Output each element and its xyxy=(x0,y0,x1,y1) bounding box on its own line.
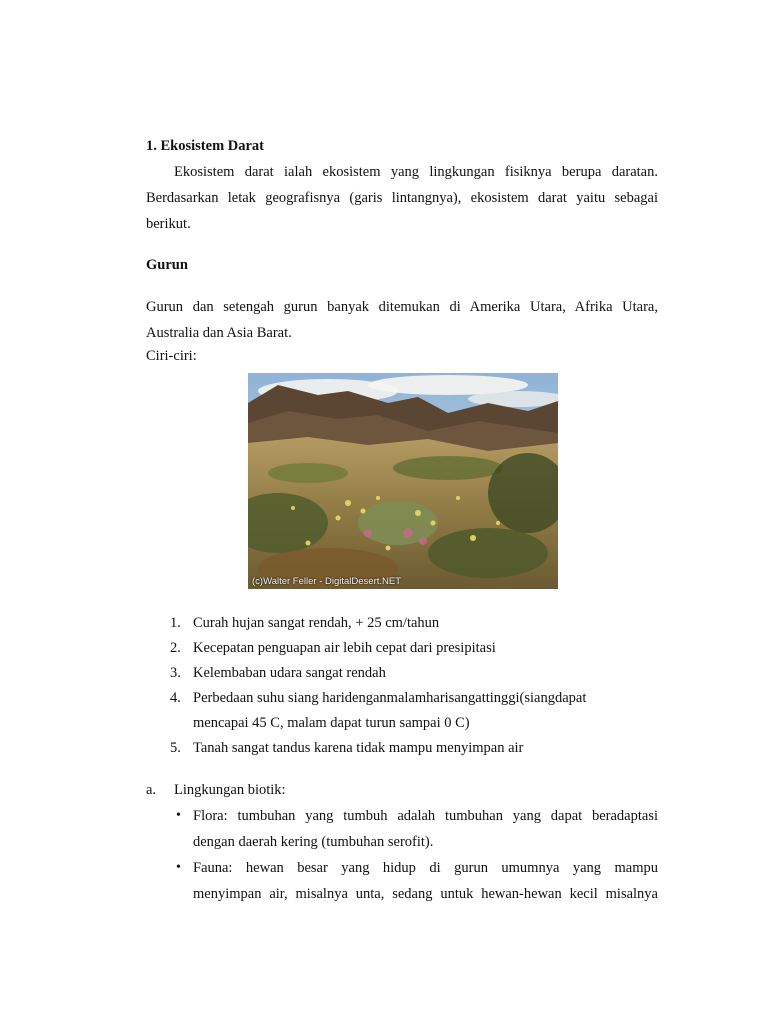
bullet-2-symbol: • xyxy=(176,860,181,875)
biotik-label: Lingkungan biotik: xyxy=(174,782,286,798)
fauna-line-1: Fauna: hewan besar yang hidup di gurun umumnya yang mampu xyxy=(193,860,658,876)
section-heading: 1. Ekosistem Darat xyxy=(146,138,265,154)
ciri-item-1: Curah hujan sangat rendah, + 25 cm/tahun xyxy=(193,615,440,631)
ciri-item-4-line-1: Perbedaan suhu siang haridenganmalamharisangattinggi(siangdapat xyxy=(193,690,587,706)
ciri-item-5: Tanah sangat tandus karena tidak mampu menyimpan air xyxy=(193,740,524,756)
flora-line-1: Flora: tumbuhan yang tumbuh adalah tumbuhan yang dapat beradaptasi xyxy=(193,808,658,824)
flora-line-2: dengan daerah kering (tumbuhan serofit). xyxy=(193,834,434,850)
biotik-letter: a. xyxy=(146,782,157,798)
ciri-item-4-line-2: mencapai 45 C, malam dapat turun sampai 0 C) xyxy=(193,715,470,731)
ciri-num-1: 1. xyxy=(170,615,181,631)
gurun-heading: Gurun xyxy=(146,257,188,273)
gurun-desc-line-2: Australia dan Asia Barat. xyxy=(146,325,292,341)
ciri-num-3: 3. xyxy=(170,665,181,681)
intro-line-2: Berdasarkan letak geografisnya (garis lintangnya), ekosistem darat yaitu sebagai xyxy=(146,190,658,206)
ciri-num-2: 2. xyxy=(170,640,181,656)
intro-line-3: berikut. xyxy=(146,216,191,232)
ciri-item-2: Kecepatan penguapan air lebih cepat dari presipitasi xyxy=(193,640,496,656)
intro-line-1: Ekosistem darat ialah ekosistem yang lingkungan fisiknya berupa daratan. xyxy=(174,164,658,180)
photo-credit: (c)Walter Feller - DigitalDesert.NET xyxy=(252,576,402,587)
desert-photo xyxy=(248,373,558,589)
bullet-1-symbol: • xyxy=(176,808,181,823)
ciri-item-3: Kelembaban udara sangat rendah xyxy=(193,665,386,681)
gurun-desc-line-1: Gurun dan setengah gurun banyak ditemukan di Amerika Utara, Afrika Utara, xyxy=(146,299,658,315)
ciri-num-5: 5. xyxy=(170,740,181,756)
ciri-num-4: 4. xyxy=(170,690,181,706)
fauna-line-2: menyimpan air, misalnya unta, sedang untuk hewan-hewan kecil misalnya xyxy=(193,886,658,902)
ciri-label: Ciri-ciri: xyxy=(146,348,197,364)
